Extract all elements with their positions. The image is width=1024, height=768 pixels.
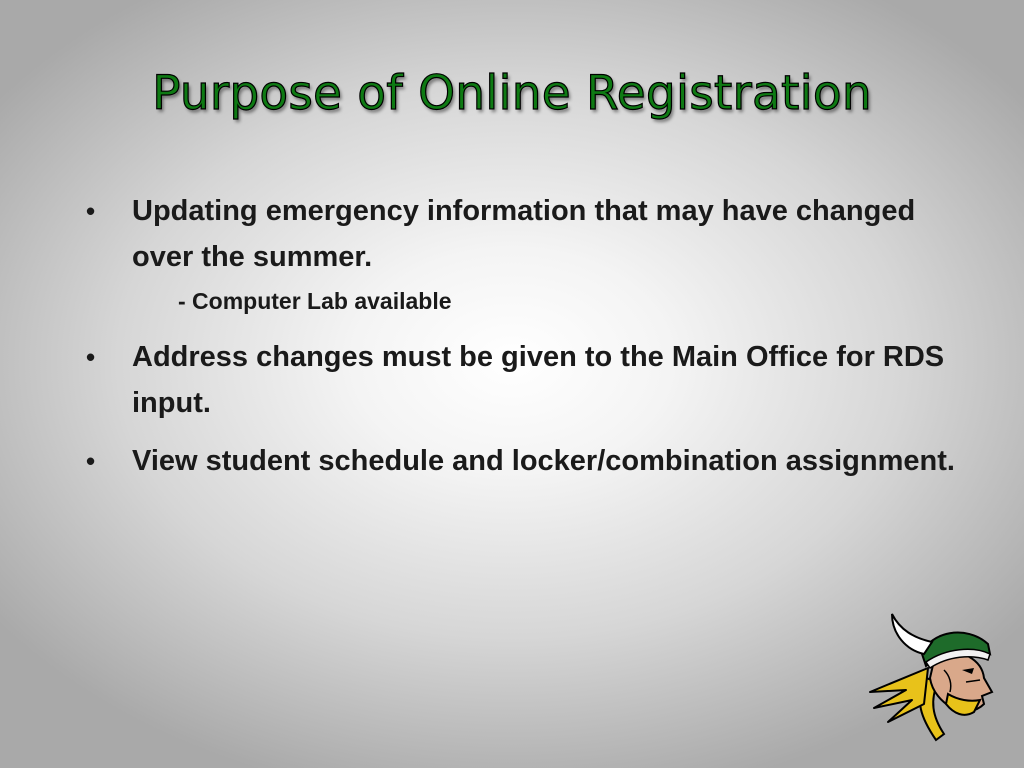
sub-bullet-item: - Computer Lab available bbox=[178, 288, 452, 314]
bullet-item bbox=[80, 438, 980, 484]
bullet-text: Updating emergency information that may have changed over the summer. bbox=[132, 195, 916, 273]
bullet-text: View student schedule and locker/combination assignment. bbox=[132, 445, 955, 477]
viking-head-logo-icon bbox=[866, 608, 996, 748]
bullet-symbol: • bbox=[86, 446, 96, 476]
bullet-item bbox=[80, 188, 980, 280]
slide-title: Purpose of Online Registration bbox=[152, 66, 872, 121]
bullet-symbol: • bbox=[86, 196, 96, 226]
bullet-list bbox=[80, 188, 980, 496]
horn bbox=[892, 614, 932, 654]
bullet-text: Address changes must be given to the Main Office for RDS input. bbox=[132, 341, 945, 419]
bullet-symbol: • bbox=[86, 342, 96, 372]
hair-fan bbox=[870, 668, 928, 722]
bullet-item bbox=[80, 334, 980, 426]
